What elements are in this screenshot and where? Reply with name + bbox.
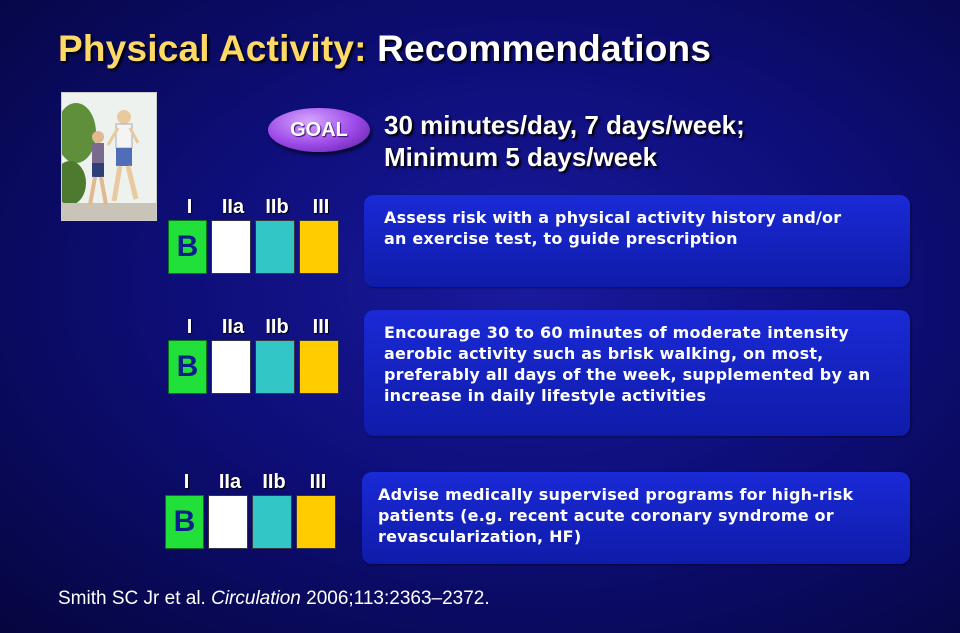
class-label-I: I [186,196,193,218]
class-cell-I [168,220,207,274]
recommendation-box-2 [364,310,910,436]
citation-ref: 2006;113:2363–2372. [306,588,490,609]
class-cells-row [165,495,340,553]
class-cell-IIb [255,220,295,274]
class-label-IIa: IIa [221,196,245,218]
class-header-row [165,471,340,495]
citation [58,588,490,610]
recommendation-text [384,322,896,406]
class-cell-III [296,495,336,549]
class-cell-IIa [211,340,251,394]
title-part1: Physical Activity: [58,28,367,69]
title-part2: Recommendations [377,28,712,69]
evidence-level: B [176,230,199,263]
goal-line: Minimum 5 days/week [384,142,658,172]
recommendation-line: revascularization, HF) [378,527,582,546]
class-grid-2 [168,316,343,398]
recommendation-line: preferably all days of the week, supplemented by an [384,365,871,384]
evidence-level: B [176,350,199,383]
recommendation-line: Assess risk with a physical activity history and/or [384,208,842,227]
class-label-IIb: IIb [265,316,289,338]
class-cell-IIa [211,220,251,274]
class-cell-I [165,495,204,549]
class-cells-row [168,220,343,278]
class-header-row [168,316,343,340]
goal-badge: GOAL [268,108,370,152]
class-label-I: I [183,471,190,493]
recommendation-line: increase in daily lifestyle activities [384,386,707,405]
recommendation-line: Encourage 30 to 60 minutes of moderate intensity [384,323,849,342]
class-cell-III [299,340,339,394]
citation-journal: Circulation [211,588,301,609]
recommendation-line: patients (e.g. recent acute coronary syndrome or [378,506,834,525]
class-cell-IIb [252,495,292,549]
recommendation-box-1 [364,195,910,287]
class-cells-row [168,340,343,398]
class-label-III: III [309,471,327,493]
class-label-IIb: IIb [262,471,286,493]
walkers-image-icon [62,93,156,220]
class-label-III: III [312,196,330,218]
class-label-IIa: IIa [218,471,242,493]
class-cell-I [168,340,207,394]
class-label-IIb: IIb [265,196,289,218]
recommendation-box-3 [362,472,910,564]
recommendation-text [378,484,896,547]
evidence-level: B [173,505,196,538]
class-cell-IIb [255,340,295,394]
class-label-IIa: IIa [221,316,245,338]
class-label-III: III [312,316,330,338]
recommendation-line: aerobic activity such as brisk walking, on most, [384,344,824,363]
class-cell-IIa [208,495,248,549]
recommendation-text [384,207,896,249]
class-grid-1 [168,196,343,278]
class-label-I: I [186,316,193,338]
recommendation-line: Advise medically supervised programs for high-risk [378,485,854,504]
goal-line: 30 minutes/day, 7 days/week; [384,110,745,140]
citation-authors: Smith SC Jr et al. [58,588,206,609]
walkers-photo [61,92,157,221]
goal-text [384,109,745,173]
recommendation-line: an exercise test, to guide prescription [384,229,738,248]
page-title [58,28,711,70]
class-cell-III [299,220,339,274]
class-grid-3 [165,471,340,553]
class-header-row [168,196,343,220]
